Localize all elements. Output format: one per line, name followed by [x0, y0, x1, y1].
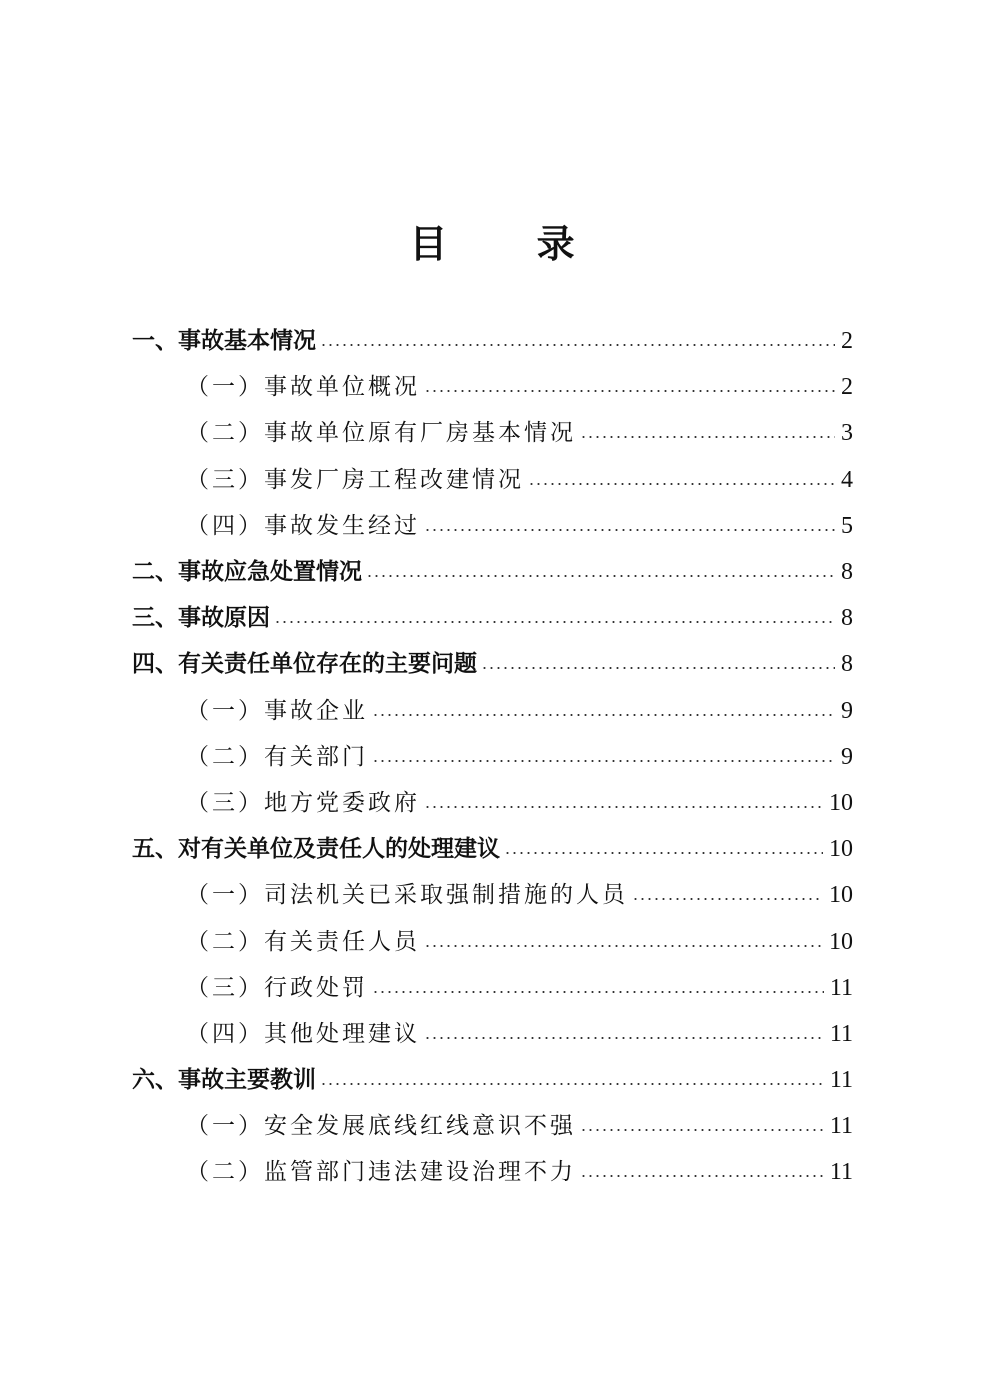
- toc-entry[interactable]: [0, 641, 984, 687]
- dot-leader: [372, 991, 824, 993]
- toc-entry[interactable]: [0, 1057, 984, 1103]
- toc-entry[interactable]: [0, 918, 984, 964]
- toc-entry[interactable]: [0, 457, 984, 503]
- toc-entry-label: （一）司法机关已采取强制措施的人员: [186, 882, 628, 909]
- toc-entry-label: （三）行政处罚: [186, 974, 368, 1001]
- toc-entry-label: （二）有关部门: [186, 743, 368, 770]
- toc-entry-label: （一）事故单位概况: [186, 374, 420, 401]
- dot-leader: [274, 621, 835, 623]
- toc-entry-page: 2: [841, 374, 853, 401]
- toc-entry-label: （二）有关责任人员: [186, 928, 420, 955]
- toc-entry[interactable]: [0, 503, 984, 549]
- dot-leader: [424, 945, 823, 947]
- dot-leader: [504, 852, 823, 854]
- toc-entry-label: 五、对有关单位及责任人的处理建议: [132, 836, 500, 863]
- dot-leader: [320, 344, 835, 346]
- toc-entry-label: （四）事故发生经过: [186, 512, 420, 539]
- toc-entry-label: 四、有关责任单位存在的主要问题: [132, 651, 477, 678]
- toc-entry-page: 10: [829, 882, 853, 909]
- toc-entry[interactable]: [0, 595, 984, 641]
- toc-entry-label: 三、事故原因: [132, 605, 270, 632]
- dot-leader: [372, 714, 835, 716]
- dot-leader: [320, 1083, 824, 1085]
- toc-entry-page: 8: [841, 651, 853, 678]
- toc-entry-page: 11: [829, 974, 853, 1001]
- dot-leader: [424, 1037, 824, 1039]
- toc-entry-page: 8: [841, 605, 853, 632]
- toc-entry-page: 11: [829, 1020, 853, 1047]
- toc-entry-page: 4: [841, 466, 853, 493]
- toc-entry-page: 10: [829, 836, 853, 863]
- toc-entry-label: 二、事故应急处置情况: [132, 559, 362, 586]
- toc-entry[interactable]: [0, 1149, 984, 1195]
- toc-entry-page: 8: [841, 559, 853, 586]
- toc-entry-page: 11: [829, 1159, 853, 1186]
- toc-entry-label: （四）其他处理建议: [186, 1020, 420, 1047]
- table-of-contents: [0, 318, 984, 1196]
- toc-entry[interactable]: [0, 318, 984, 364]
- toc-entry-page: 9: [841, 697, 853, 724]
- toc-entry-label: 六、事故主要教训: [132, 1067, 316, 1094]
- toc-entry[interactable]: [0, 549, 984, 595]
- toc-entry[interactable]: [0, 826, 984, 872]
- toc-entry[interactable]: [0, 872, 984, 918]
- dot-leader: [580, 1175, 824, 1177]
- dot-leader: [424, 806, 823, 808]
- toc-entry[interactable]: [0, 780, 984, 826]
- dot-leader: [528, 483, 835, 485]
- toc-entry-page: 10: [829, 928, 853, 955]
- toc-entry-label: （三）地方党委政府: [186, 789, 420, 816]
- dot-leader: [424, 529, 835, 531]
- toc-entry[interactable]: [0, 1103, 984, 1149]
- toc-entry-label: （一）事故企业: [186, 697, 368, 724]
- toc-entry[interactable]: [0, 1011, 984, 1057]
- dot-leader: [580, 1129, 824, 1131]
- toc-entry-page: 10: [829, 789, 853, 816]
- toc-entry[interactable]: [0, 364, 984, 410]
- dot-leader: [366, 575, 835, 577]
- toc-entry-label: （二）事故单位原有厂房基本情况: [186, 420, 576, 447]
- dot-leader: [424, 390, 835, 392]
- toc-entry[interactable]: [0, 734, 984, 780]
- toc-entry[interactable]: [0, 688, 984, 734]
- toc-entry-label: （二）监管部门违法建设治理不力: [186, 1159, 576, 1186]
- toc-entry-label: 一、事故基本情况: [132, 328, 316, 355]
- toc-entry-label: （一）安全发展底线红线意识不强: [186, 1113, 576, 1140]
- toc-entry-page: 3: [841, 420, 853, 447]
- toc-entry-page: 11: [829, 1113, 853, 1140]
- toc-entry[interactable]: [0, 410, 984, 456]
- toc-entry-page: 5: [841, 512, 853, 539]
- dot-leader: [580, 436, 835, 438]
- dot-leader: [372, 760, 835, 762]
- toc-entry[interactable]: [0, 965, 984, 1011]
- toc-entry-label: （三）事发厂房工程改建情况: [186, 466, 524, 493]
- dot-leader: [481, 667, 835, 669]
- toc-entry-page: 11: [829, 1067, 853, 1094]
- toc-title: 目 录: [409, 222, 613, 266]
- toc-entry-page: 9: [841, 743, 853, 770]
- dot-leader: [632, 898, 823, 900]
- toc-entry-page: 2: [841, 328, 853, 355]
